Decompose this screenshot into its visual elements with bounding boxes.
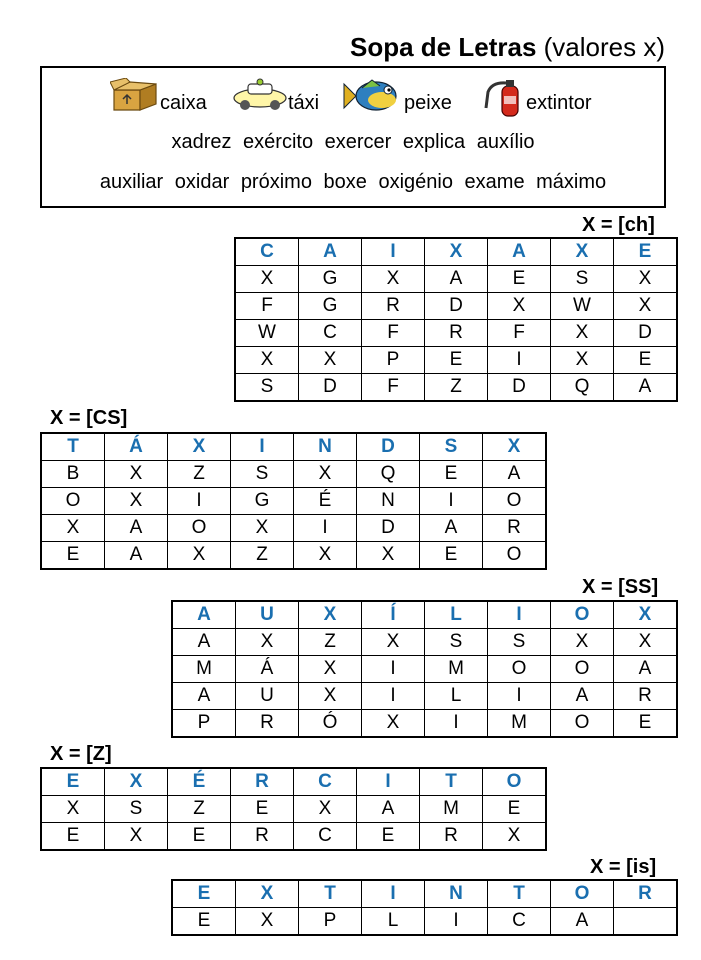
grid-cell: R <box>614 880 678 908</box>
grid-cell: M <box>172 656 236 683</box>
grid-cell: A <box>357 796 420 823</box>
grid-cell: X <box>294 461 357 488</box>
grid-cell: E <box>614 238 678 266</box>
grid-cell: X <box>105 768 168 796</box>
grid-cell: G <box>231 488 294 515</box>
grid-cell: Z <box>168 461 231 488</box>
grid-cell: É <box>168 768 231 796</box>
grid-cell: I <box>362 683 425 710</box>
grid-cell: A <box>105 542 168 570</box>
label-ch: X = [ch] <box>582 214 655 236</box>
grid-cell: G <box>299 266 362 293</box>
grid-z <box>40 767 547 851</box>
grid-row <box>235 320 677 347</box>
grid-cell: R <box>614 683 678 710</box>
word-taxi: táxi <box>288 92 320 114</box>
grid-cell: X <box>299 656 362 683</box>
grid-cell: P <box>299 908 362 936</box>
grid-cell: Q <box>357 461 420 488</box>
grid-row <box>172 683 677 710</box>
label-cs: X = [CS] <box>50 407 128 429</box>
grid-cell: A <box>488 238 551 266</box>
fish-icon <box>342 78 404 114</box>
grid-cell: O <box>483 488 547 515</box>
grid-cell: M <box>488 710 551 738</box>
grid-cell: O <box>483 768 547 796</box>
grid-cell: O <box>551 656 614 683</box>
grid-cell: F <box>235 293 299 320</box>
grid-cell: E <box>172 880 236 908</box>
grid-cell: X <box>105 488 168 515</box>
grid-cell: R <box>425 320 488 347</box>
grid-cell: S <box>105 796 168 823</box>
grid-cell: U <box>236 683 299 710</box>
word-exercer: exercer <box>324 131 392 153</box>
grid-cell: F <box>362 320 425 347</box>
grid-row <box>41 796 546 823</box>
grid-row <box>172 880 677 908</box>
grid-cell: X <box>168 433 231 461</box>
grid-cell: E <box>41 542 105 570</box>
grid-ss <box>171 600 678 738</box>
grid-cell: A <box>614 374 678 402</box>
grid-cell: X <box>362 710 425 738</box>
grid-row <box>235 347 677 374</box>
grid-cell: E <box>483 796 547 823</box>
grid-cell: X <box>483 823 547 851</box>
grid-cell <box>614 908 678 936</box>
word-exercito: exército <box>243 131 314 153</box>
word-auxiliar: auxiliar <box>99 171 164 193</box>
grid-cell: D <box>357 515 420 542</box>
grid-row <box>172 656 677 683</box>
grid-cell: I <box>231 433 294 461</box>
label-ss: X = [SS] <box>582 576 659 598</box>
grid-cell: X <box>236 629 299 656</box>
grid-cell: I <box>488 347 551 374</box>
word-explica: explica <box>402 131 466 153</box>
grid-cell: F <box>488 320 551 347</box>
grid-cell: X <box>614 601 678 629</box>
grid-cell: E <box>614 347 678 374</box>
grid-cell: E <box>172 908 236 936</box>
word-oxigenio: oxigénio <box>378 171 453 193</box>
grid-cell: X <box>231 515 294 542</box>
grid-cell: Á <box>105 433 168 461</box>
grid-cell: S <box>235 374 299 402</box>
grid-cell: X <box>551 347 614 374</box>
grid-cell: L <box>425 601 488 629</box>
grid-row <box>41 768 546 796</box>
grid-cell: O <box>551 601 614 629</box>
grid-cell: T <box>299 880 362 908</box>
grid-cell: I <box>362 880 425 908</box>
grid-cell: E <box>420 461 483 488</box>
grid-cell: M <box>425 656 488 683</box>
grid-cell: B <box>41 461 105 488</box>
grid-cell: L <box>362 908 425 936</box>
grid-cell: N <box>294 433 357 461</box>
grid-cell: D <box>425 293 488 320</box>
grid-cell: P <box>172 710 236 738</box>
grid-cell: O <box>488 656 551 683</box>
grid-cell: R <box>236 710 299 738</box>
grid-cell: T <box>41 433 105 461</box>
grid-cell: X <box>362 629 425 656</box>
grid-cell: O <box>551 710 614 738</box>
grid-cell: C <box>294 823 357 851</box>
grid-cell: Ó <box>299 710 362 738</box>
grid-row <box>41 433 546 461</box>
grid-cell: W <box>551 293 614 320</box>
grid-row <box>235 374 677 402</box>
box-icon <box>110 78 160 112</box>
grid-cell: O <box>168 515 231 542</box>
grid-cell: E <box>231 796 294 823</box>
grid-cell: S <box>231 461 294 488</box>
grid-cell: X <box>294 796 357 823</box>
grid-cell: Z <box>425 374 488 402</box>
grid-cell: E <box>41 768 105 796</box>
grid-cell: A <box>105 515 168 542</box>
page-title <box>350 32 665 63</box>
grid-cell: I <box>357 768 420 796</box>
grid-cell: C <box>299 320 362 347</box>
title-rest: (valores x) <box>536 32 665 62</box>
word-auxilio: auxílio <box>476 131 535 153</box>
grid-cell: X <box>299 347 362 374</box>
grid-row <box>172 629 677 656</box>
grid-cell: X <box>168 542 231 570</box>
grid-cell: E <box>357 823 420 851</box>
grid-cell: Á <box>236 656 299 683</box>
grid-row <box>41 461 546 488</box>
grid-cell: X <box>362 266 425 293</box>
grid-row <box>41 488 546 515</box>
word-maximo: máximo <box>536 171 607 193</box>
grid-cell: A <box>425 266 488 293</box>
grid-cell: X <box>551 629 614 656</box>
grid-row <box>235 293 677 320</box>
grid-cell: X <box>614 266 678 293</box>
grid-cell: S <box>551 266 614 293</box>
word-oxidar: oxidar <box>174 171 230 193</box>
grid-cell: I <box>425 710 488 738</box>
grid-row <box>235 266 677 293</box>
grid-cell: X <box>236 908 299 936</box>
grid-cell: F <box>362 374 425 402</box>
grid-cell: C <box>294 768 357 796</box>
grid-cell: R <box>420 823 483 851</box>
grid-ch <box>234 237 678 402</box>
grid-cell: I <box>294 515 357 542</box>
grid-cell: A <box>172 601 236 629</box>
grid-cell: L <box>425 683 488 710</box>
grid-cell: N <box>425 880 488 908</box>
grid-cell: D <box>614 320 678 347</box>
word-caixa: caixa <box>160 92 207 114</box>
label-z: X = [Z] <box>50 743 112 765</box>
grid-cell: U <box>236 601 299 629</box>
grid-cell: Í <box>362 601 425 629</box>
grid-cell: I <box>488 683 551 710</box>
grid-cell: X <box>294 542 357 570</box>
grid-cell: X <box>551 238 614 266</box>
grid-cell: A <box>551 908 614 936</box>
grid-cell: Z <box>168 796 231 823</box>
grid-cell: S <box>488 629 551 656</box>
grid-cell: C <box>235 238 299 266</box>
grid-cell: E <box>41 823 105 851</box>
extinguisher-icon <box>482 78 526 118</box>
grid-cell: X <box>614 629 678 656</box>
grid-cell: X <box>41 796 105 823</box>
title-bold: Sopa de Letras <box>350 32 537 62</box>
grid-cell: A <box>420 515 483 542</box>
grid-cell: É <box>294 488 357 515</box>
grid-cell: Z <box>299 629 362 656</box>
word-peixe: peixe <box>404 92 452 114</box>
grid-cell: X <box>551 320 614 347</box>
grid-cell: O <box>483 542 547 570</box>
grid-cell: I <box>420 488 483 515</box>
grid-cell: N <box>357 488 420 515</box>
grid-cell: X <box>41 515 105 542</box>
grid-cell: X <box>483 433 547 461</box>
word-proximo: próximo <box>240 171 312 193</box>
grid-cell: Z <box>231 542 294 570</box>
grid-cell: E <box>488 266 551 293</box>
grid-cell: R <box>231 823 294 851</box>
grid-cell: O <box>41 488 105 515</box>
grid-row <box>172 908 677 936</box>
grid-cell: A <box>551 683 614 710</box>
grid-cell: A <box>172 629 236 656</box>
grid-cell: C <box>488 908 551 936</box>
grid-cell: G <box>299 293 362 320</box>
grid-cell: E <box>425 347 488 374</box>
grid-cell: E <box>614 710 678 738</box>
grid-cell: T <box>488 880 551 908</box>
grid-cell: X <box>357 542 420 570</box>
word-boxe: boxe <box>323 171 367 193</box>
grid-cell: I <box>425 908 488 936</box>
grid-cell: I <box>362 656 425 683</box>
grid-cell: D <box>357 433 420 461</box>
grid-cell: R <box>483 515 547 542</box>
grid-cell: X <box>235 347 299 374</box>
grid-cell: Q <box>551 374 614 402</box>
grid-cell: A <box>172 683 236 710</box>
grid-cell: I <box>362 238 425 266</box>
grid-cell: X <box>299 683 362 710</box>
grid-cell: A <box>483 461 547 488</box>
grid-cell: P <box>362 347 425 374</box>
grid-cell: M <box>420 796 483 823</box>
grid-cell: I <box>168 488 231 515</box>
grid-cell: X <box>105 823 168 851</box>
grid-cell: A <box>614 656 678 683</box>
grid-cell: X <box>425 238 488 266</box>
grid-cell: O <box>551 880 614 908</box>
grid-cell: X <box>488 293 551 320</box>
grid-cell: X <box>614 293 678 320</box>
grid-cell: X <box>236 880 299 908</box>
grid-row <box>41 515 546 542</box>
grid-cell: X <box>235 266 299 293</box>
grid-cell: E <box>168 823 231 851</box>
taxi-icon <box>232 78 290 112</box>
grid-cell: X <box>105 461 168 488</box>
word-extintor: extintor <box>526 92 592 114</box>
word-list-row-2 <box>42 131 664 154</box>
grid-cell: W <box>235 320 299 347</box>
grid-cell: X <box>299 601 362 629</box>
label-is: X = [is] <box>590 856 657 878</box>
word-exame: exame <box>464 171 525 193</box>
grid-row <box>172 710 677 738</box>
grid-cell: R <box>231 768 294 796</box>
grid-cell: I <box>488 601 551 629</box>
grid-cell: D <box>299 374 362 402</box>
grid-cell: R <box>362 293 425 320</box>
grid-cell: T <box>420 768 483 796</box>
grid-row <box>41 823 546 851</box>
grid-cell: D <box>488 374 551 402</box>
grid-cell: S <box>425 629 488 656</box>
grid-row <box>41 542 546 570</box>
grid-cs <box>40 432 547 570</box>
grid-row <box>235 238 677 266</box>
grid-cell: A <box>299 238 362 266</box>
word-list-row-3 <box>42 171 664 194</box>
grid-cell: E <box>420 542 483 570</box>
grid-is <box>171 879 678 936</box>
grid-cell: S <box>420 433 483 461</box>
word-list-box <box>40 66 666 208</box>
word-xadrez: xadrez <box>171 131 232 153</box>
grid-row <box>172 601 677 629</box>
